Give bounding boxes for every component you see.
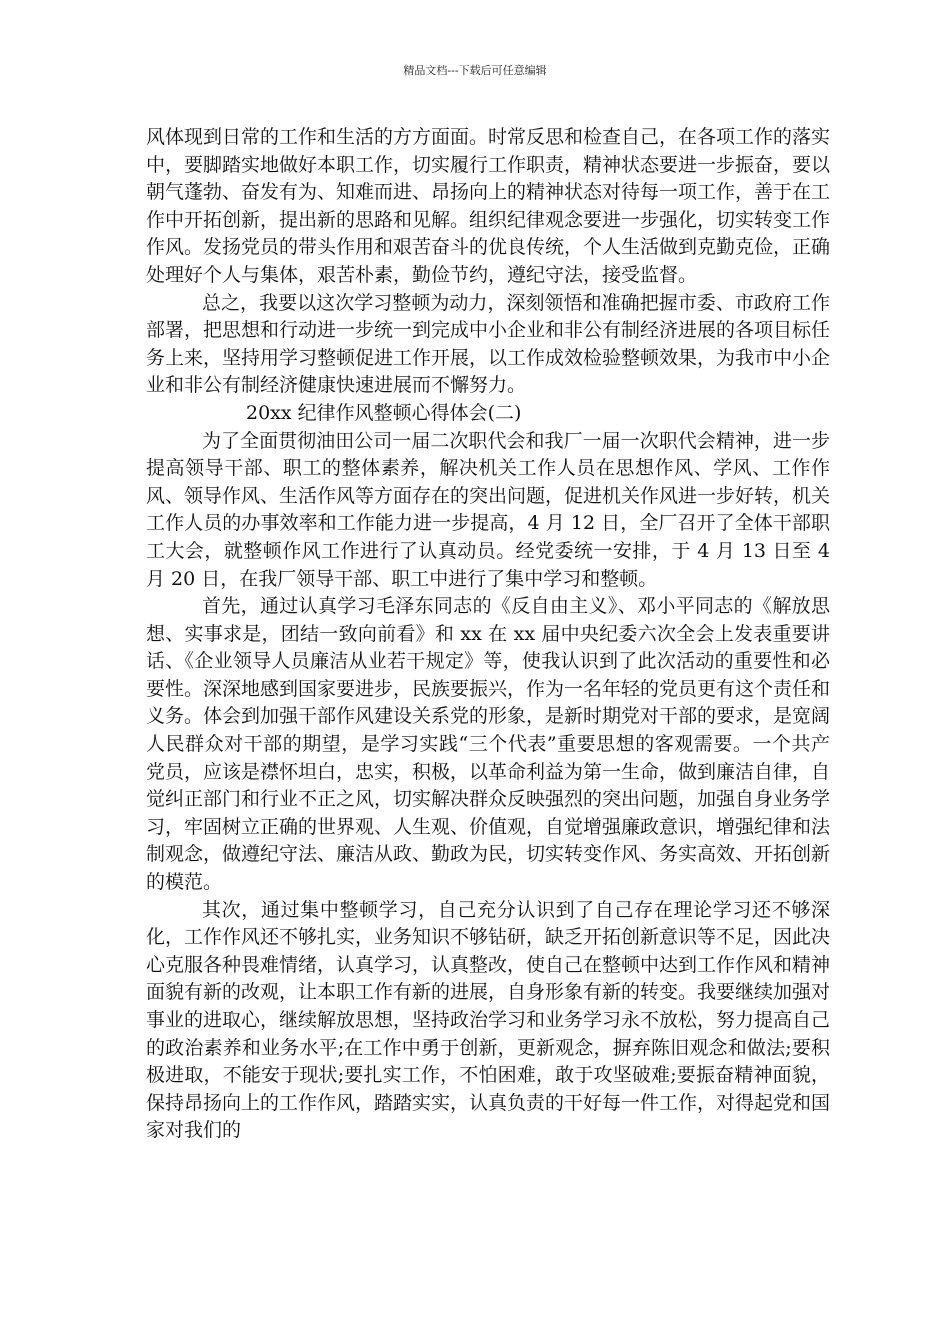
section-heading: 20xx 纪律作风整顿心得体会(二) [246, 401, 522, 424]
document-body [146, 124, 830, 1145]
paragraph-conclusion: 总之，我要以这次学习整顿为动力，深刻领悟和准确把握市委、市政府工作部署，把思想和行动进一步统一到完成中小企业和非公有制经济进展的各项目标任务上来，坚持用学习整顿促进工作开展，以工作成效检验整顿效果，为我市中小企业和非公有制经济健康快速进展而不懈努力。 [146, 291, 831, 397]
paragraph-second: 其次，通过集中整顿学习，自己充分认识到了自己存在理论学习还不够深化，工作作风还不够扎实，业务知识不够钻研，缺乏开拓创新意识等不足，因此决心克服各种畏难情绪，认真学习，认真整改，使自己在整顿中达到工作作风和精神面貌有新的改观，让本职工作有新的进展，自身形象有新的转变。我要继续加强对事业的进取心，继续解放思想，坚持政治学习和业务学习永不放松，努力提高自己的政治素养和业务水平;在工作中勇于创新，更新观念，摒弃陈旧观念和做法;要积极进取，不能安于现状;要扎实工作，不怕困难，敢于攻坚破难;要振奋精神面貌，保持昂扬向上的工作作风，踏踏实实，认真负责的干好每一件工作，对得起党和国家对我们的 [146, 898, 831, 1142]
paragraph-first: 首先，通过认真学习毛泽东同志的《反自由主义》、邓小平同志的《解放思想、实事求是，团结一致向前看》和 xx 在 xx 届中央纪委六次全会上发表重要讲话、《企业领导人员廉洁从业若干规定》等，使我认识到了此次活动的重要性和必要性。深深地感到国家要进步，民族要振兴，作为一名年轻的党员更有这个责任和义务。体会到加强干部作风建设关系党的形象，是新时期党对干部的要求，是宽阔人民群众对干部的期望，是学习实践“三个代表”重要思想的客观需要。一个共产党员，应该是襟怀坦白，忠实，积极，以革命利益为第一生命，做到廉洁自律，自觉纠正部门和行业不正之风，切实解决群众反映强烈的突出问题，加强自身业务学习，牢固树立正确的世界观、人生观、价值观，自觉增强廉政意识，增强纪律和法制观念，做遵纪守法、廉洁从政、勤政为民，切实转变作风、务实高效、开拓创新的模范。 [146, 595, 831, 894]
paragraph-continuation: 风体现到日常的工作和生活的方方面面。时常反思和检查自己，在各项工作的落实中，要脚踏实地做好本职工作，切实履行工作职责，精神状态要进一步振奋，要以朝气蓬勃、奋发有为、知难而进、昂扬向上的精神状态对待每一项工作，善于在工作中开拓创新，提出新的思路和见解。组织纪律观念要进一步强化，切实转变工作作风。发扬党员的带头作用和艰苦奋斗的优良传统，个人生活做到克勤克俭，正确处理好个人与集体，艰苦朴素，勤俭节约，遵纪守法，接受监督。 [146, 126, 831, 286]
paragraph-intro: 为了全面贯彻油田公司一届二次职代会和我厂一届一次职代会精神，进一步提高领导干部、职工的整体素养，解决机关工作人员在思想作风、学风、工作作风、领导作风、生活作风等方面存在的突出问题，促进机关作风进一步好转，机关工作人员的办事效率和工作能力进一步提高，4 月 12 日，全厂召开了全体干部职工大会，就整顿作风工作进行了认真动员。经党委统一安排，于 4 月 13 日至 4 月 20 日，在我厂领导干部、职工中进行了集中学习和整顿。 [146, 429, 831, 590]
page-header: 精品文档---下载后可任意编辑 [403, 64, 547, 77]
